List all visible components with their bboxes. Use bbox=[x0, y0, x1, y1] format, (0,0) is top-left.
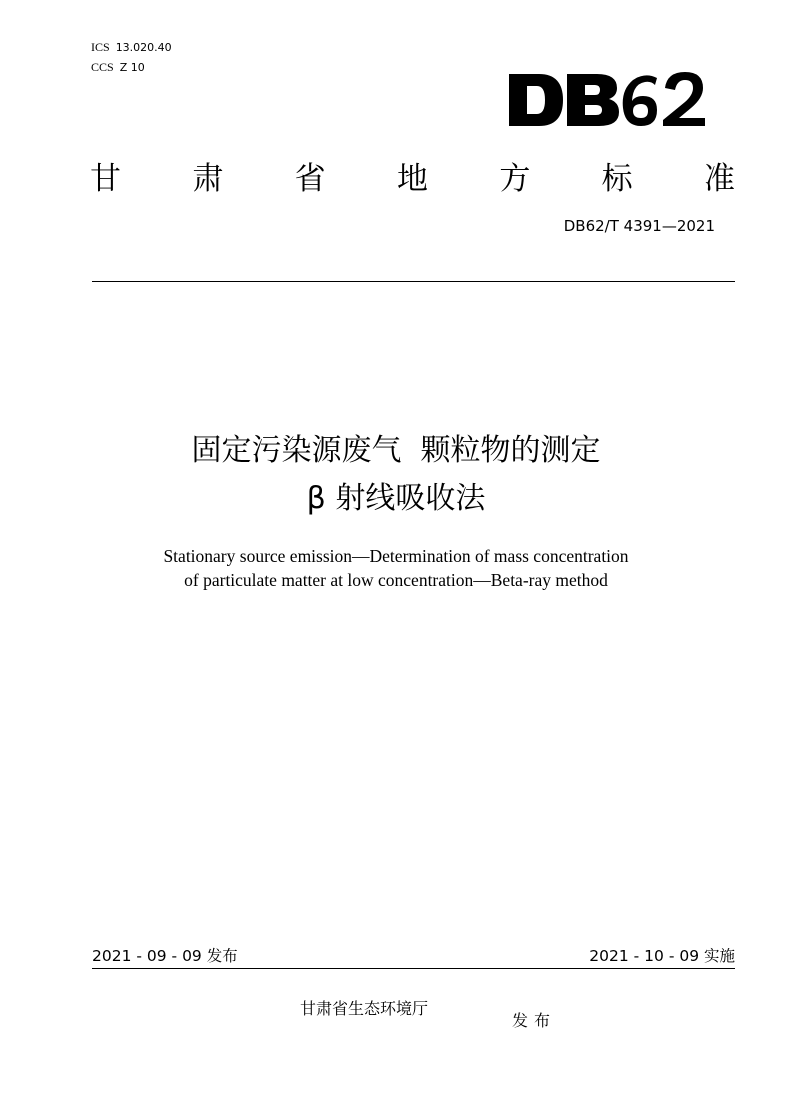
standard-type-char: 省 bbox=[294, 160, 326, 197]
ccs-label: CCS bbox=[91, 60, 114, 74]
issue-label: 发布 bbox=[512, 1011, 557, 1030]
issuing-authority: 甘肃省生态环境厅 bbox=[300, 999, 429, 1018]
ics-label: ICS bbox=[91, 40, 110, 54]
publish-date: 2021 - 09 - 09 发布 bbox=[92, 947, 238, 965]
ccs-code: Z 10 bbox=[119, 61, 145, 74]
english-title-line-1: Stationary source emission—Determination of mass concentration bbox=[163, 546, 629, 566]
ccs-classification bbox=[91, 60, 145, 75]
standard-type-char: 准 bbox=[703, 160, 735, 197]
db62-logo-graphic bbox=[505, 64, 735, 136]
standard-type-heading bbox=[90, 150, 735, 200]
standard-type-char: 肃 bbox=[192, 160, 224, 197]
standard-type-char: 地 bbox=[396, 160, 428, 197]
db62-logo bbox=[505, 64, 735, 136]
standard-number: DB62/T 4391—2021 bbox=[563, 217, 715, 235]
ics-code: 13.020.40 bbox=[115, 41, 172, 54]
footer-divider bbox=[92, 968, 735, 969]
header-divider bbox=[92, 281, 735, 282]
standard-type-char: 标 bbox=[601, 160, 633, 197]
english-title-line-2: of particulate matter at low concentration—Beta-ray method bbox=[184, 570, 608, 590]
ics-classification bbox=[91, 40, 172, 55]
implement-date: 2021 - 10 - 09 实施 bbox=[589, 947, 735, 965]
chinese-title-line-2: β 射线吸收法 bbox=[306, 481, 486, 516]
standard-type-char: 甘 bbox=[90, 160, 121, 197]
standard-type-char: 方 bbox=[499, 160, 531, 197]
chinese-title-line-1: 固定污染源废气 颗粒物的测定 bbox=[191, 433, 601, 468]
english-title bbox=[0, 544, 792, 592]
